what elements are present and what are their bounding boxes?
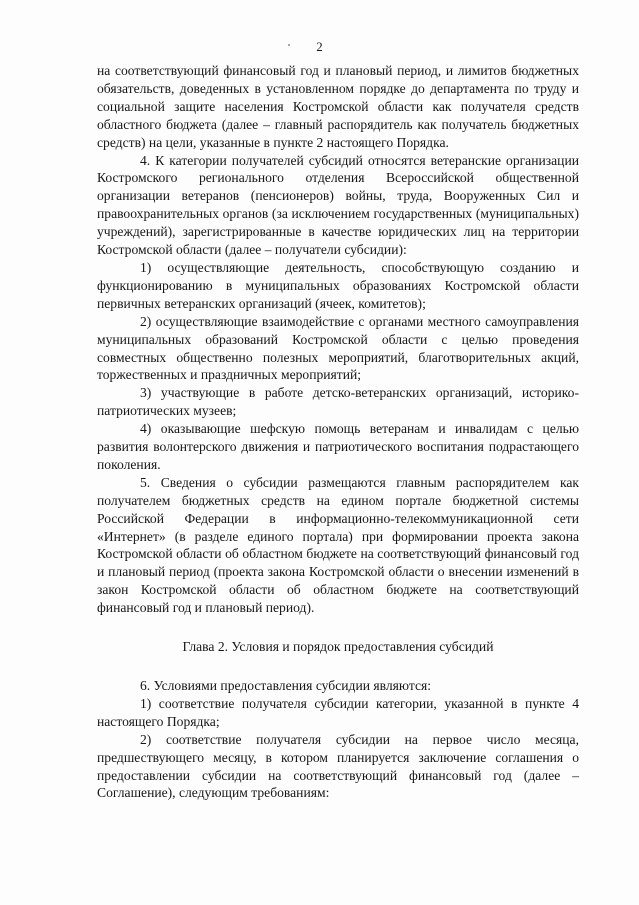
scan-artifact	[288, 44, 290, 46]
page-number: 2	[316, 40, 323, 54]
paragraph-6: 6. Условиями предоставления субсидии являются:	[140, 678, 432, 693]
paragraph-6-item-1: 1) соответствие получателя субсидии категории, указанной в пункте 4 настоящего Порядка;	[97, 695, 579, 729]
paragraph-4-item-2: 2) осуществляющие взаимодействие с органами местного самоуправления муниципальных образований Костромской области с целью проведения совместных общественно полезных мероприятий, благотворительных акций, торжественных и праздничных мероприятий;	[97, 313, 579, 383]
paragraph-5: 5. Сведения о субсидии размещаются главным распорядителем как получателем бюджетных средств на едином портале бюджетной системы Российской Федерации в информационно-телекоммуникационной сети «Интернет» (в разделе единого портала) при формировании проекта закона Костромской области об областном бюджете на соответствующий финансовый год и плановый период (проекта закона Костромской области о внесении изменений в закон Костромской области об областном бюджете на соответствующий финансовый год и плановый период).	[97, 474, 579, 616]
paragraph-4-item-4: 4) оказывающие шефскую помощь ветеранам и инвалидам с целью развития волонтерского движения и патриотического воспитания подрастающего поколения.	[97, 421, 579, 472]
paragraph-4-item-3: 3) участвующие в работе детско-ветеранских организаций, историко-патриотических музеев;	[97, 385, 579, 419]
paragraph-continuation: на соответствующий финансовый год и плановый период, и лимитов бюджетных обязательств, доведенных в установленном порядке до департамента по труду и социальной защите населения Костромской области как получателя средств областного бюджета (далее – главный распорядитель как получатель бюджетных средств) на цели, указанные в пункте 2 настоящего Порядка.	[97, 63, 579, 150]
paragraph-4-item-1: 1) осуществляющие деятельность, способствующую созданию и функционированию в муниципальных образованиях Костромской области первичных ветеранских организаций (ячеек, комитетов);	[97, 259, 579, 311]
paragraph-6-item-2: 2) соответствие получателя субсидии на первое число месяца, предшествующего месяцу, в котором планируется заключение соглашения о предоставлении субсидии на соответствующий финансовый год (далее – Соглашение), следующим требованиям:	[97, 731, 579, 801]
paragraph-4: 4. К категории получателей субсидий относятся ветеранские организации Костромского регионального отделения Всероссийской общественной организации ветеранов (пенсионеров) войны, труда, Вооруженных Сил и правоохранительных органов (за исключением государственных (муниципальных) учреждений), зарегистрированные в качестве юридических лиц на территории Костромской области (далее – получатели субсидии):	[97, 152, 579, 258]
chapter-heading: Глава 2. Условия и порядок предоставления субсидий	[182, 639, 494, 655]
document-body	[97, 62, 579, 802]
